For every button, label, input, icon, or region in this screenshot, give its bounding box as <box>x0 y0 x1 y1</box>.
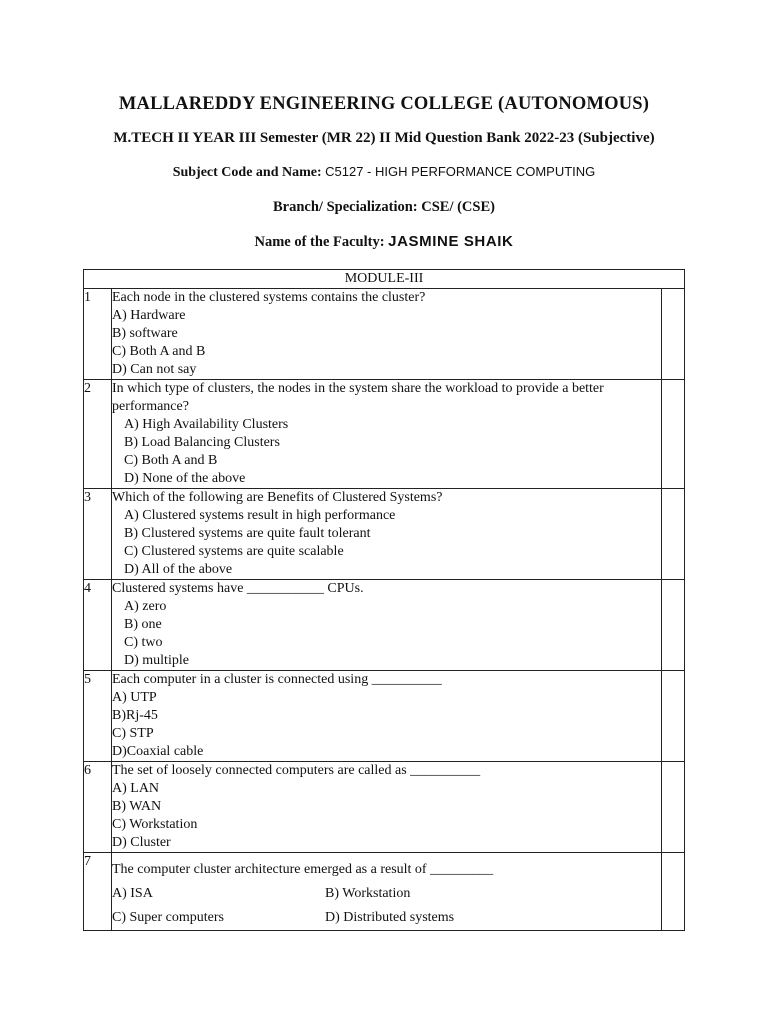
question-text: The computer cluster architecture emerged as a result of _________ <box>112 862 494 877</box>
marks-cell <box>662 762 685 853</box>
question-text: In which type of clusters, the nodes in the system share the workload to provide a better performance? <box>112 381 604 414</box>
option: A) ISA <box>112 886 153 901</box>
option: A) High Availability Clusters <box>124 417 289 432</box>
option: B) software <box>112 326 178 341</box>
option: D)Coaxial cable <box>112 744 204 759</box>
option: C) Super computers <box>112 910 224 925</box>
question-row <box>84 380 685 489</box>
subject-line <box>0 164 768 181</box>
option: B) Clustered systems are quite fault tolerant <box>124 526 371 541</box>
module-title: MODULE-III <box>84 270 685 289</box>
question-row <box>84 580 685 671</box>
question-row <box>84 853 685 931</box>
option: C) Workstation <box>112 817 198 832</box>
option: B) one <box>124 617 162 632</box>
option: A) UTP <box>112 690 157 705</box>
question-number: 6 <box>84 762 112 853</box>
option: B)Rj-45 <box>112 708 158 723</box>
option: C) two <box>124 635 163 650</box>
option: D) All of the above <box>124 562 233 577</box>
question-number: 5 <box>84 671 112 762</box>
module-header-row <box>84 270 685 289</box>
question-number: 1 <box>84 289 112 380</box>
question-number: 2 <box>84 380 112 489</box>
question-body <box>112 489 662 580</box>
option: D) None of the above <box>124 471 246 486</box>
question-body <box>112 380 662 489</box>
option: D) Can not say <box>112 362 197 377</box>
question-number: 7 <box>84 853 112 931</box>
subject-value: C5127 - HIGH PERFORMANCE COMPUTING <box>325 164 596 179</box>
option: D) Cluster <box>112 835 171 850</box>
option: D) Distributed systems <box>325 910 455 925</box>
question-text: Which of the following are Benefits of Clustered Systems? <box>112 490 443 505</box>
marks-cell <box>662 380 685 489</box>
option: A) Clustered systems result in high performance <box>124 508 396 523</box>
question-text: Each computer in a cluster is connected using __________ <box>112 672 442 687</box>
faculty-name: JASMINE SHAIK <box>388 233 514 250</box>
course-line: M.TECH II YEAR III Semester (MR 22) II Mid Question Bank 2022-23 (Subjective) <box>113 130 655 146</box>
option: A) LAN <box>112 781 160 796</box>
question-body <box>112 671 662 762</box>
option: A) zero <box>124 599 167 614</box>
question-row <box>84 762 685 853</box>
option: B) Load Balancing Clusters <box>124 435 280 450</box>
marks-cell <box>662 489 685 580</box>
question-text: Clustered systems have ___________ CPUs. <box>112 581 364 596</box>
faculty-label: Name of the Faculty: <box>254 234 389 250</box>
question-row <box>84 289 685 380</box>
option: C) Clustered systems are quite scalable <box>124 544 344 559</box>
option: A) Hardware <box>112 308 186 323</box>
question-row <box>84 489 685 580</box>
question-number: 4 <box>84 580 112 671</box>
faculty-line <box>0 233 768 251</box>
option: B) Workstation <box>325 886 411 901</box>
option: C) Both A and B <box>112 344 206 359</box>
question-body <box>112 580 662 671</box>
option-row <box>112 906 661 930</box>
marks-cell <box>662 580 685 671</box>
question-text: Each node in the clustered systems contains the cluster? <box>112 290 426 305</box>
option: C) STP <box>112 726 154 741</box>
question-body <box>112 853 662 931</box>
marks-cell <box>662 289 685 380</box>
question-row <box>84 671 685 762</box>
college-title: MALLAREDDY ENGINEERING COLLEGE (AUTONOMOUS) <box>118 94 650 114</box>
subject-label: Subject Code and Name: <box>172 165 326 180</box>
option: B) WAN <box>112 799 162 814</box>
marks-cell <box>662 671 685 762</box>
question-body <box>112 289 662 380</box>
question-number: 3 <box>84 489 112 580</box>
option-row <box>112 882 661 906</box>
question-body <box>112 762 662 853</box>
option: D) multiple <box>124 653 189 668</box>
marks-cell <box>662 853 685 931</box>
option: C) Both A and B <box>124 453 218 468</box>
question-table <box>83 269 685 931</box>
branch-line: Branch/ Specialization: CSE/ (CSE) <box>273 199 495 215</box>
question-text: The set of loosely connected computers are called as __________ <box>112 763 481 778</box>
